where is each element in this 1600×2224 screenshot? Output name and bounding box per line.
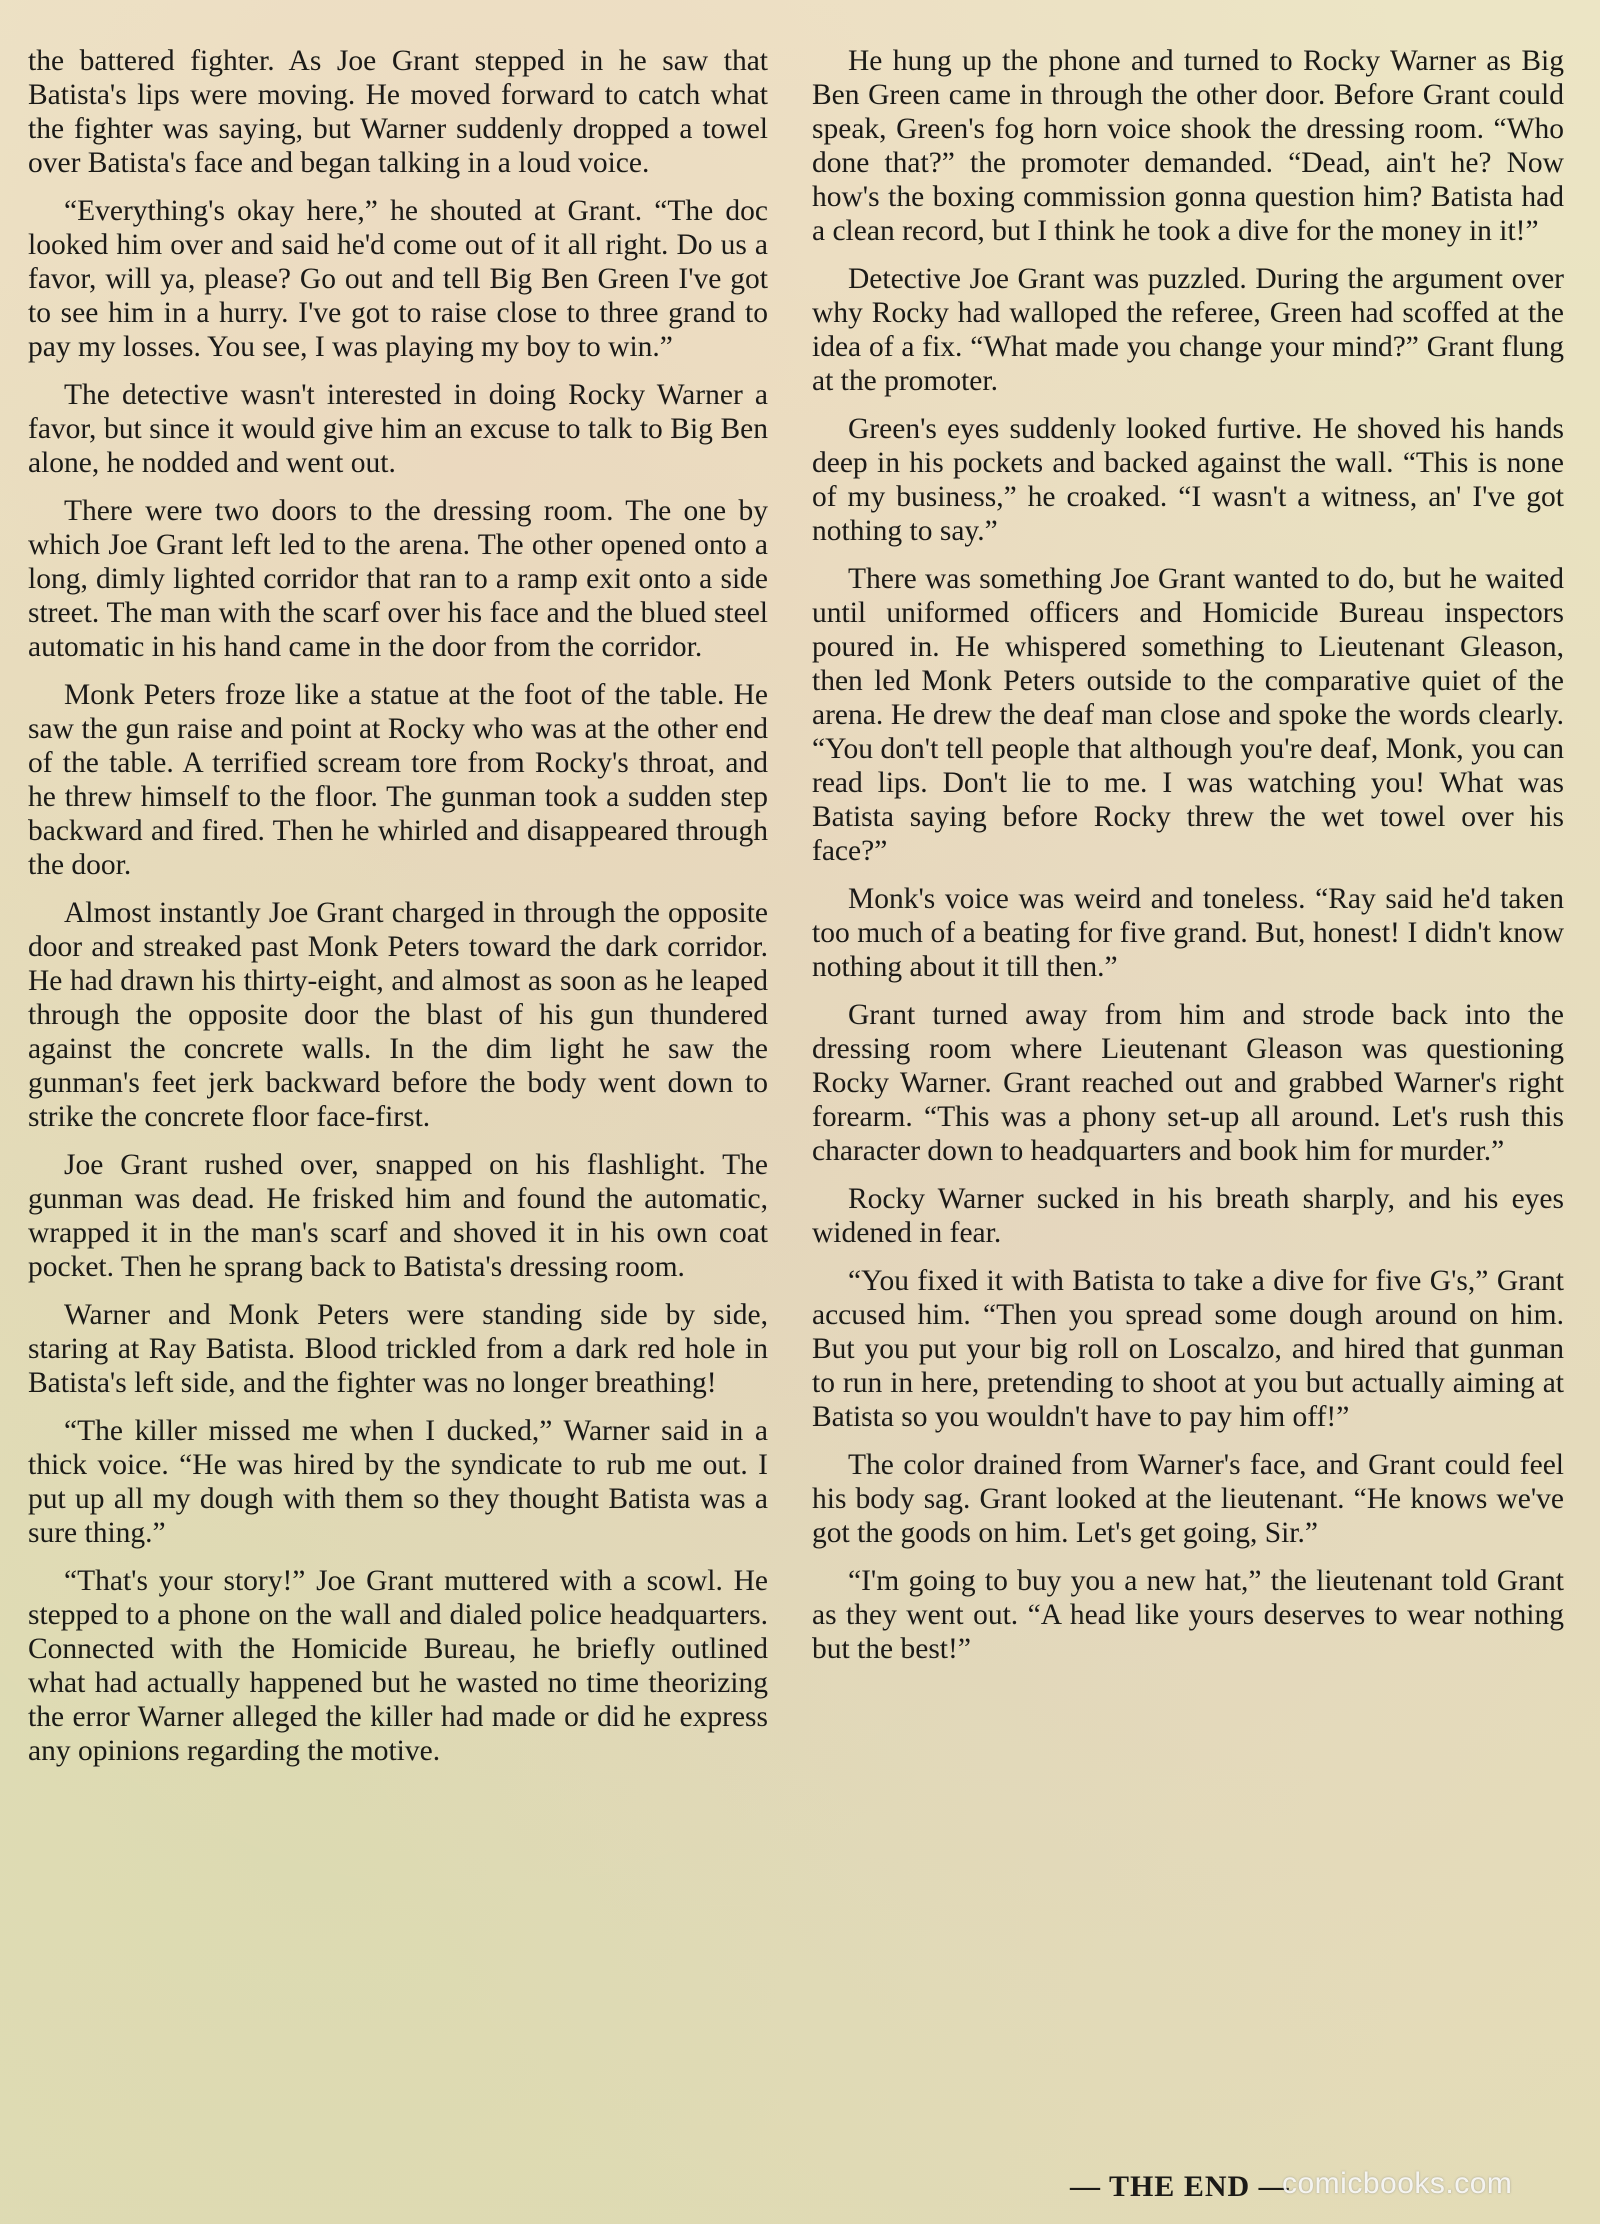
paragraph: He hung up the phone and turned to Rocky Warner as Big Ben Green came in through the other door. Before Grant could speak, Green's fog horn voice shook the dressing room. “Who done that?” the promoter demanded. “Dead, ain't he? Now how's the boxing commission gonna question him? Batista had a clean record, but I think he took a dive for the money in it!” [812, 45, 1564, 247]
paragraph: Warner and Monk Peters were standing side by side, staring at Ray Batista. Blood trickled from a dark red hole in Batista's left side, and the fighter was no longer breathing! [28, 1299, 768, 1399]
paragraph: “I'm going to buy you a new hat,” the lieutenant told Grant as they went out. “A head like yours deserves to wear nothing but the best!” [812, 1565, 1564, 1665]
paragraph: Rocky Warner sucked in his breath sharply, and his eyes widened in fear. [812, 1183, 1564, 1249]
paragraph: “That's your story!” Joe Grant muttered with a scowl. He stepped to a phone on the wall and dialed police headquarters. Connected with the Homicide Bureau, he briefly outlined what had actually happened but he wasted no time theorizing the error Warner alleged the killer had made or did he express any opinions regarding the motive. [28, 1565, 768, 1767]
paragraph: Almost instantly Joe Grant charged in through the opposite door and streaked past Monk Peters toward the dark corridor. He had drawn his thirty-eight, and almost as soon as he leaped through the opposite door the blast of his gun thundered against the concrete walls. In the dim light he saw the gunman's feet jerk backward before the body went down to strike the concrete floor face-first. [28, 897, 768, 1133]
paragraph: Detective Joe Grant was puzzled. During the argument over why Rocky had walloped the referee, Green had scoffed at the idea of a fix. “What made you change your mind?” Grant flung at the promoter. [812, 263, 1564, 397]
paragraph: Joe Grant rushed over, snapped on his flashlight. The gunman was dead. He frisked him and found the automatic, wrapped it in the man's scarf and shoved it in his own coat pocket. Then he sprang back to Batista's dressing room. [28, 1149, 768, 1283]
paragraph: Grant turned away from him and strode back into the dressing room where Lieutenant Gleason was questioning Rocky Warner. Grant reached out and grabbed Warner's right forearm. “This was a phony set-up all around. Let's rush this character down to headquarters and book him for murder.” [812, 999, 1564, 1167]
right-column [812, 44, 1564, 1680]
paragraph: “Everything's okay here,” he shouted at Grant. “The doc looked him over and said he'd come out of it all right. Do us a favor, will ya, please? Go out and tell Big Ben Green I've got to see him in a hurry. I've got to raise close to three grand to pay my losses. You see, I was playing my boy to win.” [28, 195, 768, 363]
paragraph: Monk Peters froze like a statue at the foot of the table. He saw the gun raise and point at Rocky who was at the other end of the table. A terrified scream tore from Rocky's throat, and he threw himself to the floor. The gunman took a sudden step backward and fired. Then he whirled and disappeared through the door. [28, 679, 768, 881]
paragraph: There were two doors to the dressing room. The one by which Joe Grant left led to the arena. The other opened onto a long, dimly lighted corridor that ran to a ramp exit onto a side street. The man with the scarf over his face and the blued steel automatic in his hand came in the door from the corridor. [28, 495, 768, 663]
paragraph: “The killer missed me when I ducked,” Warner said in a thick voice. “He was hired by the syndicate to rub me out. I put up all my dough with them so they thought Batista was a sure thing.” [28, 1415, 768, 1549]
paragraph: the battered fighter. As Joe Grant stepped in he saw that Batista's lips were moving. He moved forward to catch what the fighter was saying, but Warner suddenly dropped a towel over Batista's face and began talking in a loud voice. [28, 45, 768, 179]
the-end-mark: — THE END — [1070, 2170, 1290, 2203]
paragraph: The color drained from Warner's face, and Grant could feel his body sag. Grant looked at the lieutenant. “He knows we've got the goods on him. Let's get going, Sir.” [812, 1449, 1564, 1549]
paragraph: There was something Joe Grant wanted to do, but he waited until uniformed officers and Homicide Bureau inspectors poured in. He whispered something to Lieutenant Gleason, then led Monk Peters outside to the comparative quiet of the arena. He drew the deaf man close and spoke the words clearly. “You don't tell people that although you're deaf, Monk, you can read lips. Don't lie to me. I was watching you! What was Batista saying before Rocky threw the wet towel over his face?” [812, 563, 1564, 867]
paragraph: “You fixed it with Batista to take a dive for five G's,” Grant accused him. “Then you spread some dough around on him. But you put your big roll on Loscalzo, and hired that gunman to run in here, pretending to shoot at you but actually aiming at Batista so you wouldn't have to pay him off!” [812, 1265, 1564, 1433]
left-column [28, 44, 768, 1782]
paragraph: Monk's voice was weird and toneless. “Ray said he'd taken too much of a beating for five grand. But, honest! I didn't know nothing about it till then.” [812, 883, 1564, 983]
paragraph: The detective wasn't interested in doing Rocky Warner a favor, but since it would give him an excuse to talk to Big Ben alone, he nodded and went out. [28, 379, 768, 479]
paragraph: Green's eyes suddenly looked furtive. He shoved his hands deep in his pockets and backed against the wall. “This is none of my business,” he croaked. “I wasn't a witness, an' I've got nothing to say.” [812, 413, 1564, 547]
watermark: comicbooks.com [1282, 2167, 1513, 2200]
